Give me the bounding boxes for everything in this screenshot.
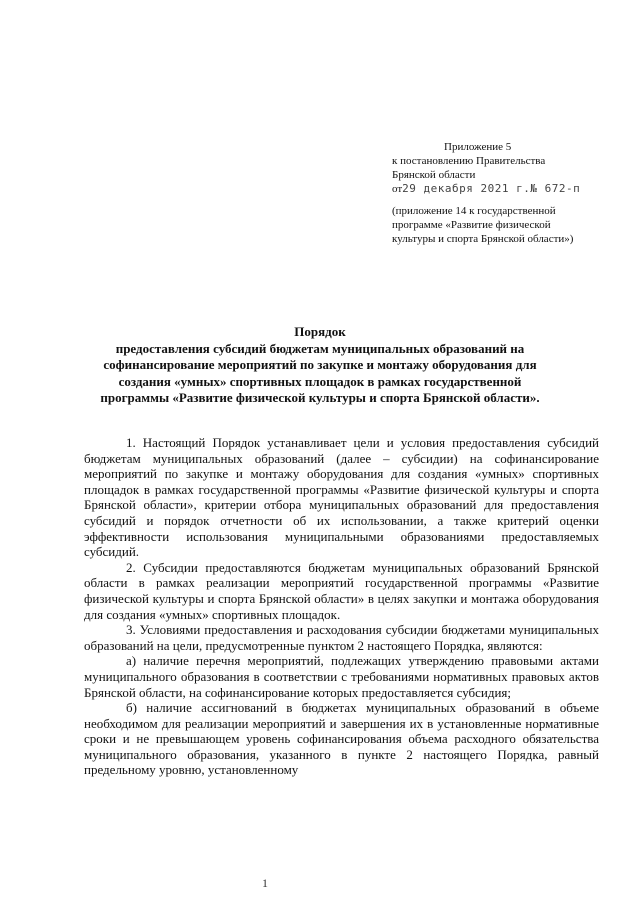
paragraph-2: 2. Субсидии предоставляются бюджетам муниципальных образований Брянской области в рамках реализации мероприятий государственной программы «Развитие физической культуры и спорта Брянской области» в целях закупки и монтажа оборудования для создания «умных» спортивных площадок.: [84, 559, 599, 622]
paragraph-3a: а) наличие перечня мероприятий, подлежащих утверждению правовыми актами муниципального образования в соответствии с требованиями нормативных правовых актов Брянской области, на софинансирование которых предоставляется субсидия;: [84, 653, 599, 700]
appendix-date-prefix: от: [392, 183, 403, 195]
appendix-line-2: к постановлению Правительства: [392, 155, 546, 167]
appendix-line-3: Брянской области: [392, 169, 476, 181]
title-heading: Порядок: [294, 324, 346, 339]
appendix-line-1: Приложение 5: [444, 141, 512, 153]
paragraph-3b: б) наличие ассигнований в бюджетах муниципальных образований в объеме необходимом для реализации мероприятий и завершения их в установленные нормативные сроки и не превышающем уровень софинансирования объема расходного обязательства муниципального образования, указанного в пункте 2 настоящего Порядка, равный предельному уровню, установленному: [84, 700, 599, 778]
title-line-1: предоставления субсидий бюджетам муниципальных образований на: [115, 340, 525, 356]
title-line-4: программы «Развитие физической культуры и спорта Брянской области».: [100, 390, 540, 405]
appendix-paren-line-3: культуры и спорта Брянской области»): [392, 233, 574, 245]
title-line-2: софинансирование мероприятий по закупке и монтажу оборудования для: [103, 357, 537, 372]
date-number-stamp: 29 декабря 2021 г.№ 672-п: [402, 182, 581, 195]
appendix-block: [392, 140, 612, 246]
paragraph-1: 1. Настоящий Порядок устанавливает цели и условия предоставления субсидий бюджетам муниципальных образований (далее – субсидии) на софинансирование мероприятий по закупке и монтажу оборудования для создания «умных» спортивных площадок в рамках государственной программы «Развитие физической культуры и спорта Брянской области», критерии отбора муниципальных образований для предоставления субсидий и порядок отчетности об их использовании, а также критерий оценки эффективности использования муниципальными образованиями предоставляемых субсидий.: [84, 435, 599, 560]
title-line-3: создания «умных» спортивных площадок в рамках государственной: [118, 373, 522, 389]
paragraph-3: 3. Условиями предоставления и расходования субсидии бюджетами муниципальных образований на цели, предусмотренные пунктом 2 настоящего Порядка, являются:: [84, 622, 599, 653]
page-footer-mark: 1: [262, 876, 268, 890]
document-title: [100, 324, 540, 407]
document-body: [84, 435, 599, 778]
appendix-paren-line-1: (приложение 14 к государственной: [392, 205, 556, 217]
appendix-paren-line-2: программе «Развитие физической: [392, 219, 551, 231]
appendix-line-4: [392, 182, 612, 196]
